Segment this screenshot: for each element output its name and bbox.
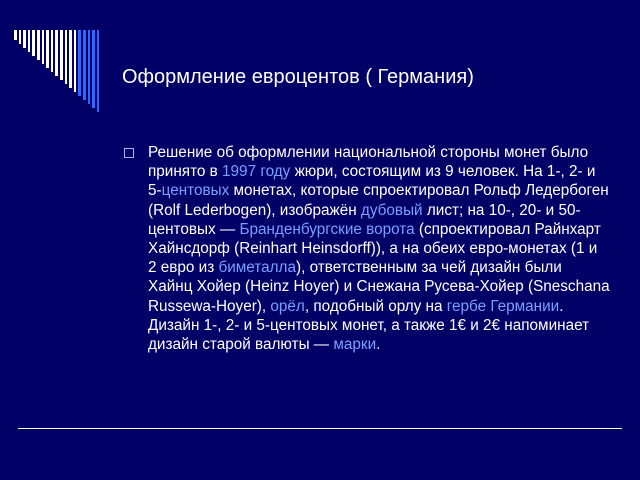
footer-divider xyxy=(18,428,622,429)
stripe-bar xyxy=(97,30,100,112)
stripe-bar xyxy=(60,30,63,80)
paragraph-text: . Дизайн 1-, 2- и 5-центовых монет, а также 1€ и 2€ напоминает дизайн старой валюты — xyxy=(148,297,590,354)
bullet-paragraph xyxy=(148,143,610,354)
inline-link[interactable]: орёл xyxy=(270,297,305,315)
paragraph-text: Решение об оформлении национальной стороны монет было принято в xyxy=(148,144,589,181)
stripe-bar xyxy=(55,30,58,76)
stripe-bar xyxy=(69,30,72,88)
stripe-bar xyxy=(78,30,81,96)
stripe-bar xyxy=(92,30,95,108)
inline-link[interactable]: гербе Германии xyxy=(446,297,560,315)
slide-title: Оформление евроцентов ( Германия) xyxy=(122,66,474,88)
inline-link[interactable]: марки xyxy=(333,336,377,354)
inline-link[interactable]: 1997 году xyxy=(222,163,291,181)
stripe-bar xyxy=(32,30,35,56)
stripe-bar xyxy=(88,30,91,104)
paragraph-text: . xyxy=(376,336,381,354)
paragraph-text: (спроектировал Райнхарт Хайнсдорф (Reinhart Heinsdorff)), а на обеих евро-монетах (1 и 2 евро из xyxy=(148,220,601,277)
stripe-bar xyxy=(42,30,45,64)
stripe-bar xyxy=(65,30,68,84)
stripe-bar xyxy=(51,30,54,72)
stripe-bar xyxy=(14,30,17,40)
paragraph-text: монетах, которые спроектировал Рольф Ледербоген (Rolf Lederbogen), изображён xyxy=(148,182,609,219)
paragraph-text: жюри, состоящим из 9 человек. На 1-, 2- и 5- xyxy=(148,163,596,200)
stripe-bar xyxy=(74,30,77,92)
paragraph-text: , подобный орлу на xyxy=(304,297,447,315)
paragraph-text: лист; на 10-, 20- и 50-центовых — xyxy=(148,201,581,238)
inline-link[interactable]: дубовый xyxy=(360,201,423,219)
stripe-bar xyxy=(23,30,26,48)
hollow-square-bullet-icon xyxy=(124,148,134,158)
paragraph-text: ), ответственным за чей дизайн были Хайнц Хойер (Heinz Hoyer) и Снежана Русева-Хойер (Sneschana Russewa-Hoyer), xyxy=(148,259,610,315)
stripe-bar xyxy=(83,30,86,100)
stripe-bar xyxy=(37,30,40,60)
stripe-bar xyxy=(46,30,49,68)
stripe-bar xyxy=(19,30,22,44)
inline-link[interactable]: Бранденбургские ворота xyxy=(239,220,415,238)
inline-link[interactable]: биметалла xyxy=(218,259,296,277)
stripe-bar xyxy=(28,30,31,52)
inline-link[interactable]: центовых xyxy=(161,182,230,200)
